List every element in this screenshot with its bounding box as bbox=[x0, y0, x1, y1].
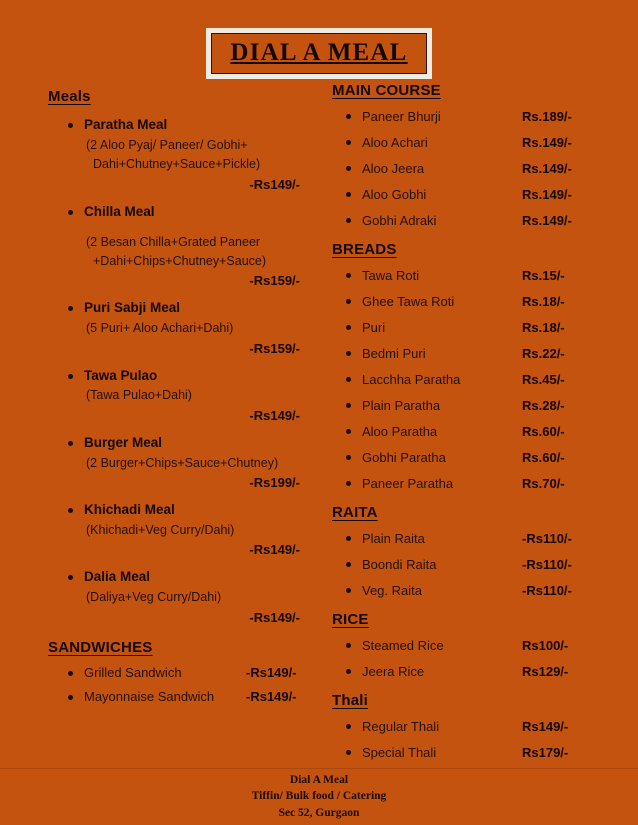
item-name: Steamed Rice bbox=[362, 638, 444, 653]
bullet-icon bbox=[346, 140, 351, 145]
item-description-line1: (5 Puri+ Aloo Achari+Dahi) bbox=[86, 321, 234, 336]
item-price: -Rs110/- bbox=[522, 583, 572, 598]
menu-item-plain-raita bbox=[332, 530, 600, 547]
item-price: Rs149/- bbox=[522, 719, 569, 734]
item-price: Rs.28/- bbox=[522, 398, 565, 413]
left-column bbox=[48, 88, 314, 704]
menu-item-plain-paratha bbox=[332, 397, 600, 414]
footer-business-name: Dial A Meal bbox=[289, 774, 349, 786]
item-description-line2: +Dahi+Chips+Chutney+Sauce) bbox=[93, 253, 267, 268]
item-price: Rs179/- bbox=[522, 745, 569, 760]
menu-item-puri bbox=[332, 319, 600, 336]
section-thali bbox=[332, 692, 600, 761]
menu-item-lacchha-paratha bbox=[332, 371, 600, 388]
item-name: Plain Paratha bbox=[362, 398, 441, 413]
bullet-icon bbox=[346, 669, 351, 674]
item-description-line1: (2 Aloo Pyaj/ Paneer/ Gobhi+ bbox=[86, 137, 248, 152]
bullet-icon bbox=[346, 481, 351, 486]
title-outer-frame bbox=[206, 28, 431, 79]
item-name: Tawa Pulao bbox=[84, 367, 158, 383]
menu-item-chilla-meal bbox=[48, 204, 314, 289]
title-inner-frame bbox=[211, 33, 426, 74]
item-description bbox=[84, 454, 314, 473]
bullet-icon bbox=[346, 403, 351, 408]
item-name: Mayonnaise Sandwich bbox=[84, 688, 215, 704]
bullet-icon bbox=[346, 429, 351, 434]
footer-divider bbox=[0, 768, 638, 769]
item-name: Paratha Meal bbox=[84, 117, 168, 132]
bullet-icon bbox=[68, 306, 73, 311]
menu-item-jeera-rice bbox=[332, 663, 600, 680]
item-description bbox=[84, 136, 314, 175]
menu-title-banner bbox=[0, 28, 638, 79]
bullet-icon bbox=[346, 299, 351, 304]
section-main-course bbox=[332, 82, 600, 229]
menu-item-boondi-raita bbox=[332, 556, 600, 573]
footer bbox=[0, 772, 638, 821]
menu-item-gobhi-adraki bbox=[332, 212, 600, 229]
menu-item-tawa-roti bbox=[332, 267, 600, 284]
item-name: Puri bbox=[362, 320, 386, 335]
item-name: Aloo Achari bbox=[362, 135, 428, 150]
item-name: Puri Sabji Meal bbox=[84, 300, 181, 316]
footer-address: Sec 52, Gurgaon bbox=[278, 806, 360, 819]
menu-item-aloo-gobhi bbox=[332, 186, 600, 203]
section-heading-raita: RAITA bbox=[332, 504, 378, 521]
item-price: Rs.18/- bbox=[522, 294, 565, 309]
section-heading-rice: RICE bbox=[332, 611, 369, 628]
section-heading-thali: Thali bbox=[332, 692, 369, 709]
item-price: -Rs149/- bbox=[249, 609, 300, 625]
bullet-icon bbox=[346, 166, 351, 171]
bullet-icon bbox=[68, 210, 73, 215]
item-name: Tawa Roti bbox=[362, 268, 420, 283]
item-description-line2: Dahi+Chutney+Sauce+Pickle) bbox=[93, 157, 261, 172]
item-name: Aloo Jeera bbox=[362, 161, 425, 176]
bullet-icon bbox=[346, 643, 351, 648]
bullet-icon bbox=[68, 671, 73, 676]
section-heading-sandwiches: SANDWICHES bbox=[48, 638, 153, 656]
item-price: Rs.45/- bbox=[522, 372, 565, 387]
item-description bbox=[84, 233, 314, 272]
section-rice bbox=[332, 611, 600, 680]
item-price: -Rs110/- bbox=[522, 531, 572, 546]
bullet-icon bbox=[68, 441, 73, 446]
item-price: -Rs149/- bbox=[246, 664, 297, 680]
bullet-icon bbox=[346, 273, 351, 278]
menu-item-aloo-achari bbox=[332, 134, 600, 151]
footer-services: Tiffin/ Bulk food / Catering bbox=[251, 790, 387, 803]
menu-item-bedmi-puri bbox=[332, 345, 600, 362]
bullet-icon bbox=[346, 325, 351, 330]
item-name: Veg. Raita bbox=[362, 583, 422, 598]
bullet-icon bbox=[346, 455, 351, 460]
item-name: Special Thali bbox=[362, 745, 437, 760]
menu-item-steamed-rice bbox=[332, 637, 600, 654]
menu-item-grilled-sandwich bbox=[48, 665, 314, 680]
menu-item-paneer-paratha bbox=[332, 475, 600, 492]
menu-item-paratha-meal bbox=[48, 117, 314, 192]
item-name: Regular Thali bbox=[362, 719, 440, 734]
menu-item-aloo-jeera bbox=[332, 160, 600, 177]
bullet-icon bbox=[68, 695, 73, 700]
item-description-line1: (Khichadi+Veg Curry/Dahi) bbox=[86, 522, 235, 537]
item-price: -Rs159/- bbox=[249, 273, 300, 289]
item-description bbox=[84, 521, 314, 540]
bullet-icon bbox=[68, 123, 73, 128]
item-name: Aloo Gobhi bbox=[362, 187, 427, 202]
item-price: Rs.149/- bbox=[522, 187, 572, 202]
item-name: Gobhi Adraki bbox=[362, 213, 437, 228]
item-description bbox=[84, 386, 314, 405]
item-name: Dalia Meal bbox=[84, 569, 151, 585]
item-description-line1: (Tawa Pulao+Dahi) bbox=[86, 388, 192, 403]
item-description bbox=[84, 319, 314, 338]
menu-item-burger-meal bbox=[48, 435, 314, 490]
bullet-icon bbox=[346, 192, 351, 197]
menu-item-puri-sabji-meal bbox=[48, 300, 314, 355]
menu-item-tawa-pulao bbox=[48, 368, 314, 423]
bullet-icon bbox=[346, 562, 351, 567]
menu-item-veg-raita bbox=[332, 582, 600, 599]
bullet-icon bbox=[346, 377, 351, 382]
item-name: Grilled Sandwich bbox=[84, 664, 182, 680]
right-column bbox=[332, 82, 600, 769]
item-name: Khichadi Meal bbox=[84, 502, 175, 517]
item-name: Bedmi Puri bbox=[362, 346, 426, 361]
section-heading-breads: BREADS bbox=[332, 241, 397, 258]
menu-item-paneer-bhurji bbox=[332, 108, 600, 125]
menu-item-khichadi-meal bbox=[48, 502, 314, 557]
item-name: Aloo Paratha bbox=[362, 424, 438, 439]
item-price: Rs.60/- bbox=[522, 424, 565, 439]
item-description bbox=[84, 588, 314, 607]
item-price: Rs.149/- bbox=[522, 161, 572, 176]
menu-item-regular-thali bbox=[332, 718, 600, 735]
bullet-icon bbox=[68, 374, 73, 379]
item-name: Plain Raita bbox=[362, 531, 425, 546]
item-price: Rs.189/- bbox=[522, 109, 572, 124]
section-heading-main-course: MAIN COURSE bbox=[332, 82, 441, 99]
item-price: -Rs149/- bbox=[249, 176, 300, 192]
item-name: Paneer Paratha bbox=[362, 476, 454, 491]
item-price: Rs.15/- bbox=[522, 268, 565, 283]
item-price: Rs.60/- bbox=[522, 450, 565, 465]
item-price: -Rs149/- bbox=[249, 542, 300, 558]
item-price: Rs129/- bbox=[522, 664, 569, 679]
menu-item-ghee-tawa-roti bbox=[332, 293, 600, 310]
item-name: Gobhi Paratha bbox=[362, 450, 446, 465]
item-name: Ghee Tawa Roti bbox=[362, 294, 455, 309]
item-price: Rs.149/- bbox=[522, 213, 572, 228]
item-price: -Rs199/- bbox=[249, 475, 300, 490]
item-description-line1: (2 Besan Chilla+Grated Paneer bbox=[86, 234, 261, 249]
item-description-line1: (2 Burger+Chips+Sauce+Chutney) bbox=[86, 455, 279, 470]
menu-item-mayonnaise-sandwich bbox=[48, 689, 314, 704]
bullet-icon bbox=[346, 536, 351, 541]
menu-item-gobhi-paratha bbox=[332, 449, 600, 466]
item-price: -Rs159/- bbox=[249, 340, 300, 356]
bullet-icon bbox=[346, 750, 351, 755]
item-price: -Rs110/- bbox=[522, 557, 572, 572]
item-price: -Rs149/- bbox=[246, 688, 297, 704]
section-breads bbox=[332, 241, 600, 492]
menu-item-special-thali bbox=[332, 744, 600, 761]
menu-item-dalia-meal bbox=[48, 569, 314, 624]
bullet-icon bbox=[346, 724, 351, 729]
item-price: Rs.18/- bbox=[522, 320, 565, 335]
item-price: Rs100/- bbox=[522, 638, 569, 653]
bullet-icon bbox=[346, 351, 351, 356]
item-name: Boondi Raita bbox=[362, 557, 437, 572]
bullet-icon bbox=[346, 114, 351, 119]
item-price: Rs.149/- bbox=[522, 135, 572, 150]
bullet-icon bbox=[68, 575, 73, 580]
item-name: Lacchha Paratha bbox=[362, 372, 461, 387]
item-name: Chilla Meal bbox=[84, 203, 155, 219]
item-name: Burger Meal bbox=[84, 434, 163, 450]
bullet-icon bbox=[68, 508, 73, 513]
bullet-icon bbox=[346, 218, 351, 223]
item-description-line1: (Daliya+Veg Curry/Dahi) bbox=[86, 590, 222, 605]
item-name: Paneer Bhurji bbox=[362, 109, 441, 124]
item-price: Rs.22/- bbox=[522, 346, 565, 361]
section-heading-meals: Meals bbox=[48, 88, 91, 105]
menu-item-aloo-paratha bbox=[332, 423, 600, 440]
bullet-icon bbox=[346, 588, 351, 593]
section-raita bbox=[332, 504, 600, 599]
item-price: -Rs149/- bbox=[249, 407, 300, 423]
item-price: Rs.70/- bbox=[522, 476, 565, 491]
page-title: DIAL A MEAL bbox=[230, 39, 408, 66]
item-name: Jeera Rice bbox=[362, 664, 425, 679]
